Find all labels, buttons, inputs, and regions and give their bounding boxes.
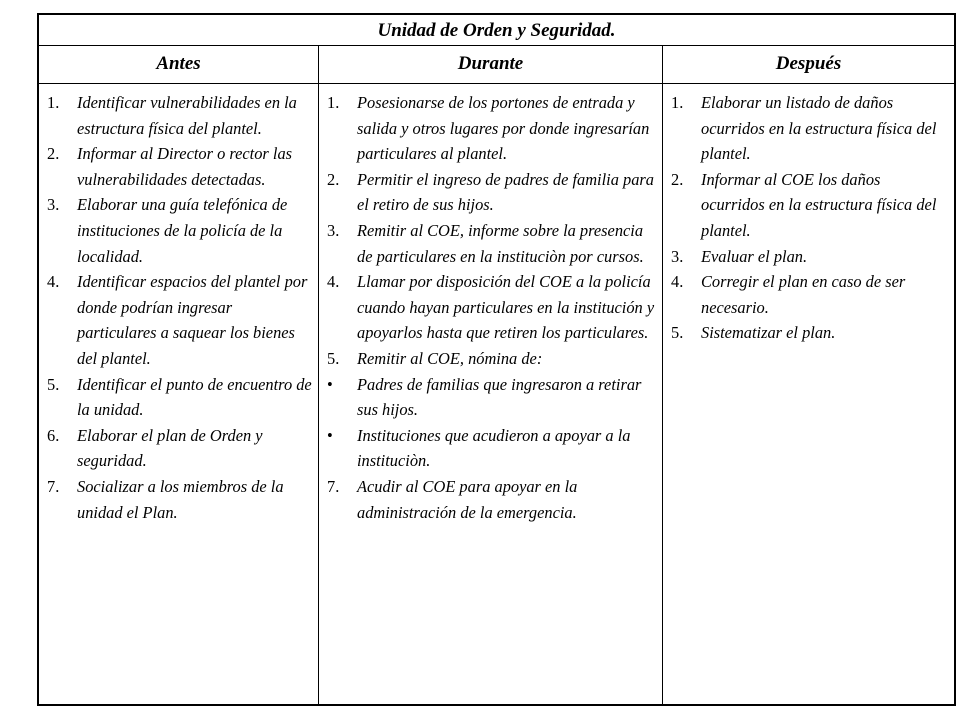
list-item [667, 269, 948, 320]
list-item-text: Instituciones que acudieron a apoyar a la instituciòn. [357, 425, 631, 471]
antes-list [43, 90, 312, 525]
list-item-text: Permitir el ingreso de padres de familia para el retiro de sus hijos. [357, 169, 654, 215]
list-item [43, 192, 312, 269]
list-item-marker: 3. [671, 246, 684, 266]
list-item [323, 269, 656, 346]
list-item-marker: 4. [327, 272, 340, 292]
list-item-text: Identificar espacios del plantel por donde podrían ingresar particulares a saquear los bienes del plantel. [77, 272, 308, 368]
list-item [323, 346, 656, 372]
table-title: Unidad de Orden y Seguridad. [39, 15, 954, 46]
list-item [323, 474, 656, 525]
list-item [323, 90, 656, 167]
list-item [43, 474, 312, 525]
list-item [43, 141, 312, 192]
list-item-marker: 3. [327, 220, 340, 240]
body-row [39, 84, 954, 704]
list-item-marker: 4. [671, 272, 684, 292]
despues-list [667, 90, 948, 346]
list-item-marker: 1. [327, 93, 340, 112]
list-item [323, 218, 656, 269]
list-item-marker: 4. [47, 272, 60, 292]
list-item-marker: 3. [47, 195, 60, 215]
list-item-text: Remitir al COE, informe sobre la presencia de particulares en la instituciòn por cursos. [357, 220, 644, 266]
list-item [667, 320, 948, 346]
header-row [39, 46, 954, 84]
list-item [323, 372, 656, 423]
list-item-text: Llamar por disposición del COE a la policía cuando hayan particulares en la institución y apoyarlos hasta que retiren los particulares. [357, 272, 655, 343]
plan-table [37, 13, 956, 706]
list-item-text: Evaluar el plan. [701, 246, 808, 266]
list-item-marker: 2. [671, 169, 684, 189]
list-item-text: Socializar a los miembros de la unidad el Plan. [77, 476, 284, 522]
list-item [43, 372, 312, 423]
list-item [43, 90, 312, 141]
list-item-text: Remitir al COE, nómina de: [357, 348, 543, 368]
list-item [43, 269, 312, 371]
list-item [667, 90, 948, 167]
list-item-marker: 5. [671, 323, 684, 343]
durante-list [323, 90, 656, 525]
list-item-text: Identificar vulnerabilidades en la estructura física del plantel. [77, 93, 297, 138]
list-item-text: Elaborar el plan de Orden y seguridad. [77, 425, 263, 471]
list-item-marker: 1. [47, 93, 60, 112]
header-durante: Durante [319, 46, 663, 83]
list-item-marker: 7. [47, 476, 60, 496]
list-item-text: Informar al Director o rector las vulnerabilidades detectadas. [77, 144, 293, 189]
list-item-marker: 2. [327, 169, 340, 189]
list-item-text: Elaborar una guía telefónica de instituciones de la policía de la localidad. [77, 195, 288, 266]
list-item-marker: • [327, 374, 333, 394]
list-item-marker: • [327, 425, 333, 445]
list-item-text: Elaborar un listado de daños ocurridos en la estructura física del plantel. [701, 93, 937, 164]
list-item-text: Sistematizar el plan. [701, 323, 836, 343]
list-item-text: Corregir el plan en caso de ser necesario. [701, 272, 906, 317]
header-antes: Antes [39, 46, 319, 83]
list-item-text: Informar al COE los daños ocurridos en la estructura física del plantel. [701, 169, 937, 240]
list-item-text: Identificar el punto de encuentro de la unidad. [77, 374, 312, 420]
list-item-marker: 7. [327, 476, 340, 496]
list-item [667, 167, 948, 244]
column-antes [39, 84, 319, 704]
list-item [43, 423, 312, 474]
header-despues: Después [775, 53, 842, 74]
list-item-marker: 6. [47, 425, 60, 445]
list-item [667, 244, 948, 270]
list-item-marker: 5. [47, 374, 60, 394]
list-item [323, 167, 656, 218]
list-item-marker: 2. [47, 144, 60, 164]
column-durante [319, 84, 663, 704]
list-item-marker: 5. [327, 348, 340, 368]
list-item-text: Padres de familias que ingresaron a retirar sus hijos. [357, 374, 642, 420]
list-item-text: Acudir al COE para apoyar en la administración de la emergencia. [357, 476, 578, 522]
column-despues [663, 84, 954, 704]
list-item-text: Posesionarse de los portones de entrada y salida y otros lugares por donde ingresarían particulares al plantel. [357, 93, 650, 164]
list-item [323, 423, 656, 474]
list-item-marker: 1. [671, 93, 684, 112]
